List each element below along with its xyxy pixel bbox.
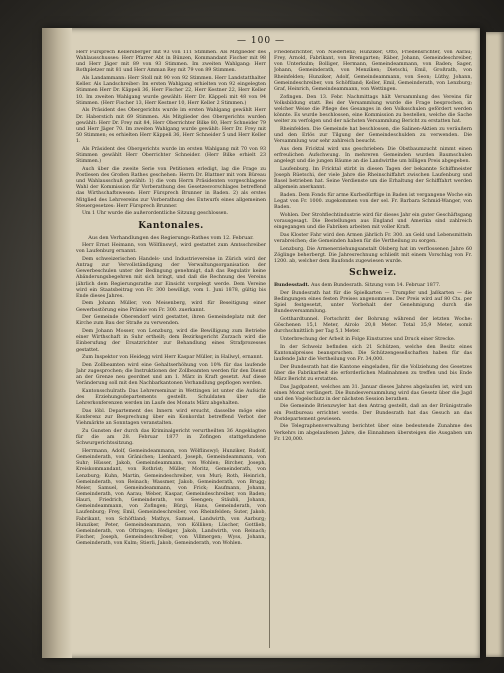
section-heading-schweiz: Schweiz. [349,268,397,279]
facing-page-edge [486,32,504,657]
paragraph: Baden. Dem Fonds für arme Kurbedürftige in Baden ist vergangene Woche ein Legat von Fr. 1000. zugekommen von der sel. Fr. Barbara Schmid-Wanger, von Baden. [274,192,472,211]
paragraph: Zofingen. Den 13. Febr. Nachmittags hält Versammlung des Vereins für Volksbildung statt. Bei der Versammlung wurde die Frage besprochen, in welcher Weise die Pflege des Gesanges in den Volksschulen gefördert werden könnte. Es wurde beschlossen, eine Kommission zu bestellen, welche die Sache weiter zu verfolgen und der nächsten Versammlung Bericht zu erstatten hat. [274,94,472,125]
paragraph: Dem schweizerischen Handels- und Industrievereine in Zürich wird der Antrag zur Vervollständigung der Verwaltungsorganisation der Gewerbeschulen unter der Bedingung genehmigt, daß das Regulativ keine Abänderungsbegehren mit sich bringt, und daß die Rechnung des Vereins jährlich dem Regierungsrathe zur Einsicht vorgelegt werde. Dem Vereine wird ein Staatsbeitrag von Fr. 300 bewilligt, vom 1. Juni 1878, gültig bis Ende dieses Jahres. [76,256,266,299]
right-body-paragraphs [274,291,472,443]
paragraph: Herr Fürsprech Kellersberger mit 93 von 111 Stimmen. Als Mitglieder des Wahlausschusses: Herr Pfarrer Abt in Bünzen, Kommandant Fischer mit 98 und Herr Jäger mit 89 von 93 Stimmen. Im zweiten Wahlgang: Herr Rothpletzer mit 81 und Herr Amman Rey mit 79 von 89 Stimmen. [76,50,266,74]
paragraph: Kantonsschulrath: Das Lehrerseminar in Wettingen ist unter die Aufsicht des Erziehungsdepartements gestellt. Schuldaten über die Lehrerkonferenzen werden im Laufe des Monats März abgehalten. [76,389,266,407]
paragraph: Wohlen. Der Strohflechtindustrie wird für dieses Jahr ein guter Geschäftsgang vorausgesagt. Die Bestellungen aus England und Amerika sind zahlreich eingegangen und die Fabriken arbeiten mit voller Kraft. [274,212,472,231]
dateline-text: Aus dem Bundesrath. Sitzung vom 14. Februar 1877. [310,283,441,289]
paragraph: Der Bundesrath hat für die Spielkarten — Trumpfer und Jaßkarten — die Bedingungen eines festen Preises angenommen. Der Preis wird auf 80 Cts. per Spiel festgesetzt, unter Vorbehalt der Genehmigung durch die Bundesversammlung. [274,290,472,315]
paragraph: Das Jagdpatent, welches am 31. Januar dieses Jahres abgelaufen ist, wird um einen Monat verlängert. Die Bundesversammlung wird das Gesetz über die Jagd und den Vogelschutz in der nächsten Session berathen. [274,384,472,402]
book-gutter [42,28,72,658]
left-lead-paragraphs [76,50,266,218]
paragraph: Als Präsident des Obergerichts wurde im ersten Wahlgang mit 70 von 93 Stimmen gewählt Herr Oberrichter Schneider. (Herr Bilke erhielt 23 Stimmen.) [76,146,266,165]
right-column [274,50,472,650]
paragraph: Aus dem Fricktal wird uns geschrieben: Die Obstbaumzucht nimmt einen erfreulichen Aufschwung. In mehreren Gemeinden wurden Baumschulen angelegt und die jungen Bäume an die Landwirthe um billigen Preis abgegeben. [274,146,472,165]
paragraph: Die Telegraphenverwaltung berichtet über eine bedeutende Zunahme des Verkehrs im abgelaufenen Jahre, die Einnahmen übersteigen die Ausgaben um Fr. 120,000. [274,424,472,442]
paragraph: Als Präsident des Obergerichts wurde im ersten Wahlgang gewählt Herr Dr. Haberstich mit 69 Stimmen. Als Mitglieder des Obergerichts wurden gewählt: Herr Dr. Frey mit 84, Herr Oberrichter Bilke 80, Herr Schneider 79 und Herr Jäger 70. Im zweiten Wahlgang wurde gewählt: Herr Dr. Frey mit 50 Stimmen; es erhielten Herr Käppeli 36, Herr Schneider 5 und Herr Keller 1. [76,108,266,145]
left-column [76,50,266,650]
paragraph: Laufenburg. Im Fricktal stirbt in diesen Tagen der bekannte Schiffmeister Joseph Rüetschi, der viele Jahre die Rheinschiffahrt zwischen Laufenburg und Basel betrieben hat. Seine Verdienste um die Erhaltung der Schifffahrt werden allgemein anerkannt. [274,166,472,191]
page-number: — 100 — [237,36,285,46]
paragraph: Als Landammann: Herr Stoll mit 90 von 92 Stimmen. Herr Landstatthalter Keller. Als Landschreiber: Im ersten Wahlgang erhielten von 92 eingelegten Stimmen Herr Dr. Käppeli 36, Herr Fischer 22, Herr Kestner 22, Herr Keller 10. Im zweiten Wahlgang wurde gewählt: Herr Dr. Käppeli mit 48 von 94 Stimmen. (Herr Fischer 13, Herr Kestner 10, Herr Keller 2 Stimmen.) [76,76,266,106]
section-intro: Aus den Verhandlungen des Regierungs-Rathes vom 12. Februar. [88,234,254,241]
paragraph: Den Zollbeamten wird eine Gehaltserhöhung von 10% für das laufende Jahr zugesprochen; die Instruktionen der Zollbeamten werden für den Dienst an der Grenze neu geordnet und am 1. März in Kraft gesetzt. Auf diese Veränderung soll mit den Nachbarkantonen Verhandlung gepflogen werden. [76,362,266,387]
book-page [42,28,480,658]
paragraph: Zum Inspektor von Heidegg wird Herr Kaspar Müller, in Hallwyl, ernannt. [82,355,264,361]
paragraph: Die Gemeinde Brienzwyler hat den Antrag gestellt, daß an der Brünigstraße ein Postbureau errichtet werde. Der Bundesrath hat das Gesuch an das Postdepartement gewiesen. [274,404,472,422]
paragraph: Gotthardtunnel. Fortschritt der Bohrung während der letzten Woche: Göschenen 15,1 Meter, Airolo 20,8 Meter. Total 35,9 Meter, somit durchschnittlich per Tag 5,1 Meter. [274,316,472,335]
paragraph: Unterbrechung der Arbeit in Folge Einsturzes und Druck einer Strecke. [280,336,456,342]
paragraph: Zu Gunsten der durch das Kriminalgericht verurtheilten 36 Angeklagten für die am 28. Februar 1877 in Zofingen stattgefundene Schwurgerichtssitzung. [76,428,266,447]
paragraph: In der Schweiz befinden sich 21 Schützen, welche den Besitz eines Kantonalpreises beanspruchen. Die Schützengesellschaften haben für das laufende Jahr die Vertheilung von Fr. 34,000. [274,344,472,362]
paragraph: Der Gemeinde Oberendorf wird gestattet, ihren Gemeindeplatz mit der Kirche zum Bau der Straße zu verwenden. [76,315,266,327]
left-body-paragraphs [76,243,266,547]
paragraph: Dem Johann Müller, von Meisenberg, wird für Beseitigung einer Gewerbsstörung eine Prämie von Fr. 300. zuerkannt. [76,301,266,313]
paragraph: Auch über die zweite Serie von Petitionen erledigt, lag die Frage zu Postlesen des Großen Rathes geschehen: Herrn Dr. Blattner mit vom Büreau und Wahlausschuß gewählt: 1) die vom Herrn Präsidenten vorgeschlagene Wahl der Kommission für Vorberathung des Gesetzesvorschlages betreffend das Wirthschaftswesen: Herr Fürsprech Brunner in Baden. 2) als erstes Mitglied des Lehrvereins zur Vorberathung des Entwurfs eines allgemeinen Steuergesetzes: Herr Fürsprech Brunner. [76,166,266,209]
column-rule [269,52,270,648]
paragraph: Das löbl. Departement des Innern wird ersucht, dasselbe möge eine Konferenz zur Besprechung über ein Konkordat betreffend Verbot der Viehmärkte an Sonntagen veranstalten. [76,408,266,427]
paragraph: Lenzburg. Die Armenerziehungsanstalt Olsberg hat im verflossenen Jahre 60 Zöglinge beherbergt. Die Jahresrechnung schließt mit einem Vorschlag von Fr. 1200. ab, welcher dem Baufonds zugewiesen wurde. [274,246,472,264]
paragraph: Rheinfelden. Die Gemeinde hat beschlossen, die Salinen-Aktien zu veräußern und den Erlös zur Tilgung der Gemeindeschulden zu verwenden. Die Versammlung war sehr zahlreich besucht. [274,126,472,145]
right-lead-paragraphs [274,50,472,265]
paragraph: Friedensrichter, von Niederlenz; Hunziker, Otto, Friedensrichter, von Aarau; Frey, Arnold, Fabrikant, von Bremgarten; Räber, Johann, Gemeindeschreiber, von Unterkulm; Bolliger, Hermann, Gemeindeammann, von Baden; Sager, Johann, Gemeinderath, von Menziken; Dietschi, Emil, Großrath, von Rheinfelden; Hunziker, Adolf, Gemeindeammann, von Seon; Lüthy, Johann, Gemeindeschreiber, von Schöftland; Keller, Emil, Gemeinderath, von Lenzburg; Graf, Heinrich, Gemeindeammann, von Wettingen. [274,50,472,92]
paragraph: Der Bundesrath hat die Kantone eingeladen, für die Vollziehung des Gesetzes über die Fabrikarbeit die erforderlichen Maßnahmen zu treffen und bis Ende März Bericht zu erstatten. [274,364,472,382]
paragraph: Herrmann, Adolf, Gemeindeammann, von Wölflinswyl; Hunziker, Rudolf, Gemeinderath, von Gränichen; Lienhard, Joseph, Gemeindeammann, von Suhr; Hüsser, Jakob, Gemeindeammann, von Wohlen; Bircher, Joseph, Kreiskommandant, von Rothrist; Müller, Moritz, Gemeinderath, von Lenzburg; Kuhn, Martin, Gemeindeschreiber, von Muri; Roth, Heinrich, Gemeinderath, von Reinach; Wassmer, Jakob, Gemeinderath, von Brugg; Meier, Samuel, Gemeindeammann, von Frick; Kaufmann, Johann, Gemeinderath, von Aarau; Weber, Kaspar, Gemeindeschreiber, von Baden; Hauri, Friedrich, Gemeinderath, von Seengen; Stäubli, Johann, Gemeindeammann, von Zofingen; Bürgi, Hans, Gemeinderath, von Laufenburg; Frey, Emil, Gemeindeschreiber, von Rheinfelden; Suter, Jakob, Fabrikant, von Schöftland; Mathys, Samuel, Landwirth, von Aarburg; Hunziker, Peter, Gemeindeammann, von Kölliken; Lüscher, Gottlieb, Gemeinderath, von Oftringen; Hediger, Jakob, Landwirth, von Reinach; Fischer, Joseph, Gemeindeschreiber, von Villmergen; Wyss, Johann, Gemeinderath, von Kulm; Stierli, Jakob, Gemeinderath, von Wohlen. [76,448,266,547]
section-heading-kantonales: Kantonales. [138,220,204,231]
paragraph: Das Kloster Fahr wird den Armen jährlich Fr. 300. an Geld und Lebensmitteln verabreichen; die Gemeinden haben für die Vertheilung zu sorgen. [274,232,472,245]
paragraph: Um 1 Uhr wurde die außerordentliche Sitzung geschlossen. [82,211,229,217]
dateline-place: Bundesstadt. [274,282,310,289]
paragraph: Dem Johann Mosser, von Lenzburg, wird die Bewilligung zum Betriebe einer Wirthschaft in Suhr ertheilt; dem Bezirksgericht Zurzach wird die Einberufung der Ersatzrichter zur Behandlung eines Strafprozesses gestattet. [76,329,266,353]
dateline [274,282,472,289]
paragraph: Herr Ernst Heimann, von Wölflinswyl, wird gestattet zum Amtsschreiber von Laufenburg ernannt. [76,243,266,255]
